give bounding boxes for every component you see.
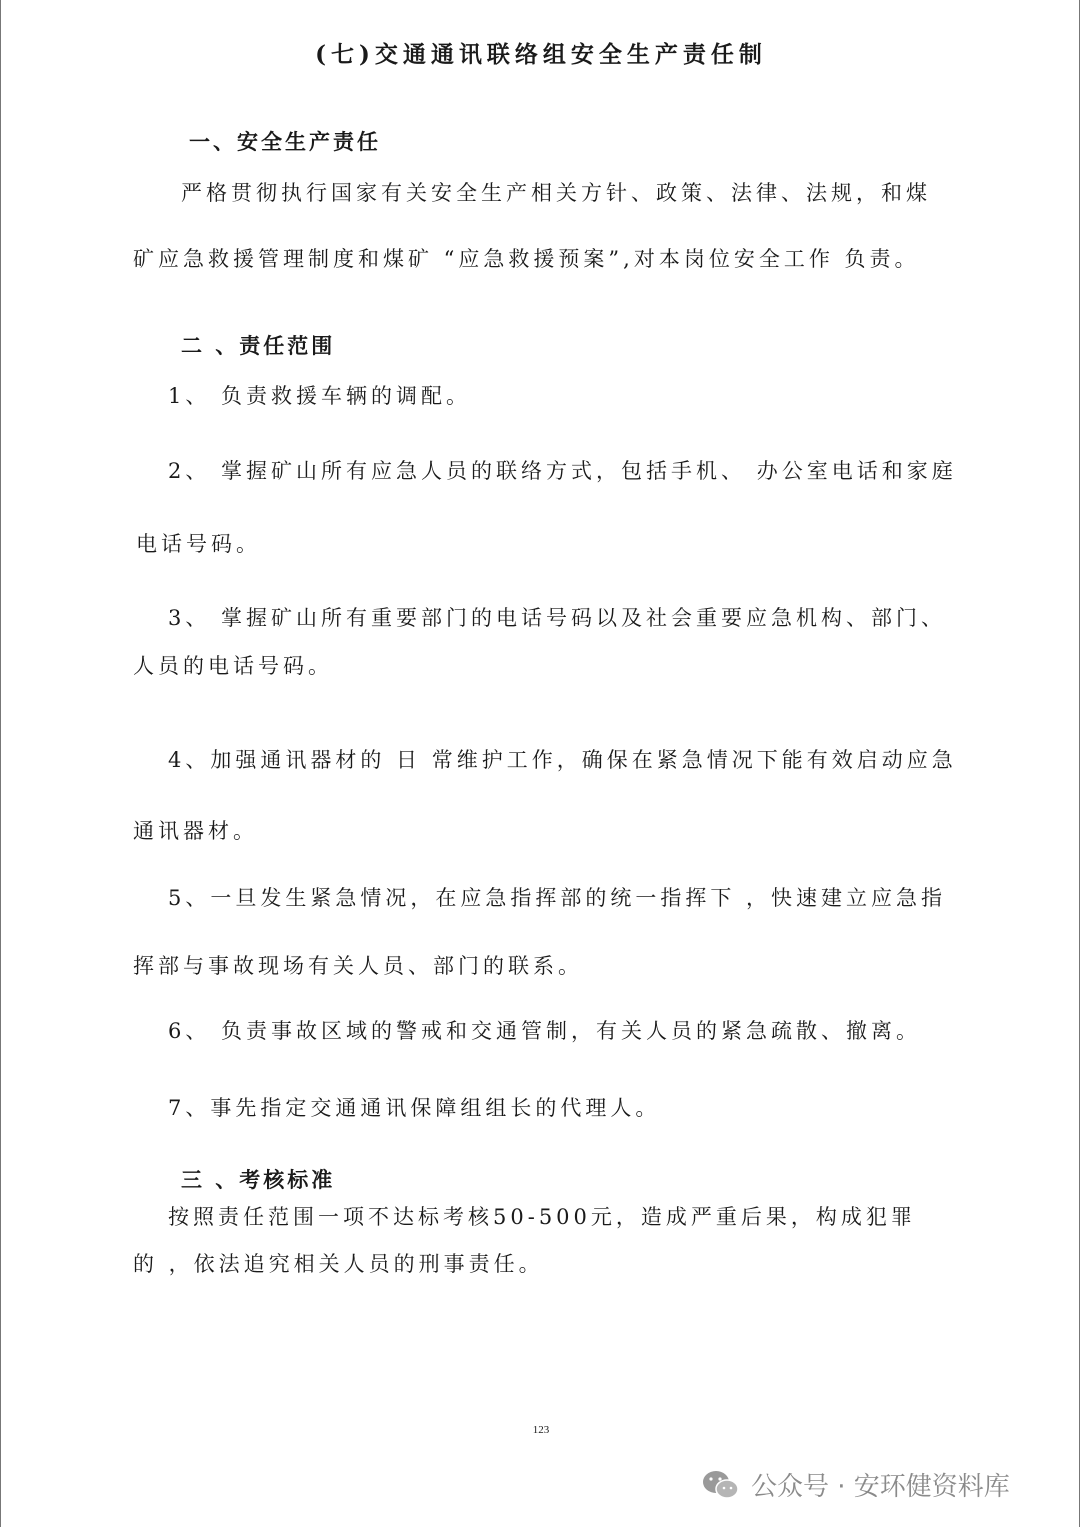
list-item: 2、 掌握矿山所有应急人员的联络方式，包括手机、 办公室电话和家庭	[168, 459, 957, 483]
list-item-continuation: 挥部与事故现场有关人员、部门的联系。	[133, 954, 583, 978]
paragraph-line: 的 ，依法追究相关人员的刑事责任。	[133, 1252, 544, 1276]
list-item: 4、加强通讯器材的 日 常维护工作，确保在紧急情况下能有效启动应急	[168, 748, 957, 772]
page-title: (七)交通通讯联络组安全生产责任制	[315, 41, 767, 68]
section-heading-assessment: 三 、考核标准	[181, 1167, 336, 1192]
section-heading-scope: 二 、责任范围	[181, 333, 336, 358]
wechat-icon	[701, 1469, 741, 1501]
section-heading-responsibility: 一、安全生产责任	[189, 129, 381, 154]
paragraph-line: 按照责任范围一项不达标考核50-500元，造成严重后果，构成犯罪	[168, 1205, 916, 1229]
list-item: 6、 负责事故区域的警戒和交通管制，有关人员的紧急疏散、撤离。	[168, 1019, 922, 1043]
list-item-continuation: 通讯器材。	[133, 819, 258, 843]
page-number: 123	[532, 1424, 550, 1436]
list-item: 3、 掌握矿山所有重要部门的电话号码以及社会重要应急机构、部门、	[168, 606, 947, 630]
list-item: 7、事先指定交通通讯保障组组长的代理人。	[168, 1096, 661, 1120]
list-item-continuation: 人员的电话号码。	[133, 654, 333, 678]
paragraph-line: 严格贯彻执行国家有关安全生产相关方针、政策、法律、法规，和煤	[181, 181, 931, 205]
watermark-text: 公众号 · 安环健资料库	[751, 1472, 1010, 1502]
watermark	[701, 1466, 1010, 1503]
list-item-continuation: 电话号码。	[136, 532, 261, 556]
list-item: 1、 负责救援车辆的调配。	[168, 384, 472, 408]
list-item: 5、一旦发生紧急情况，在应急指挥部的统一指挥下 ，快速建立应急指	[168, 886, 947, 910]
paragraph-line: 矿应急救援管理制度和煤矿 “应急救援预案”,对本岗位安全工作 负责。	[133, 247, 920, 271]
